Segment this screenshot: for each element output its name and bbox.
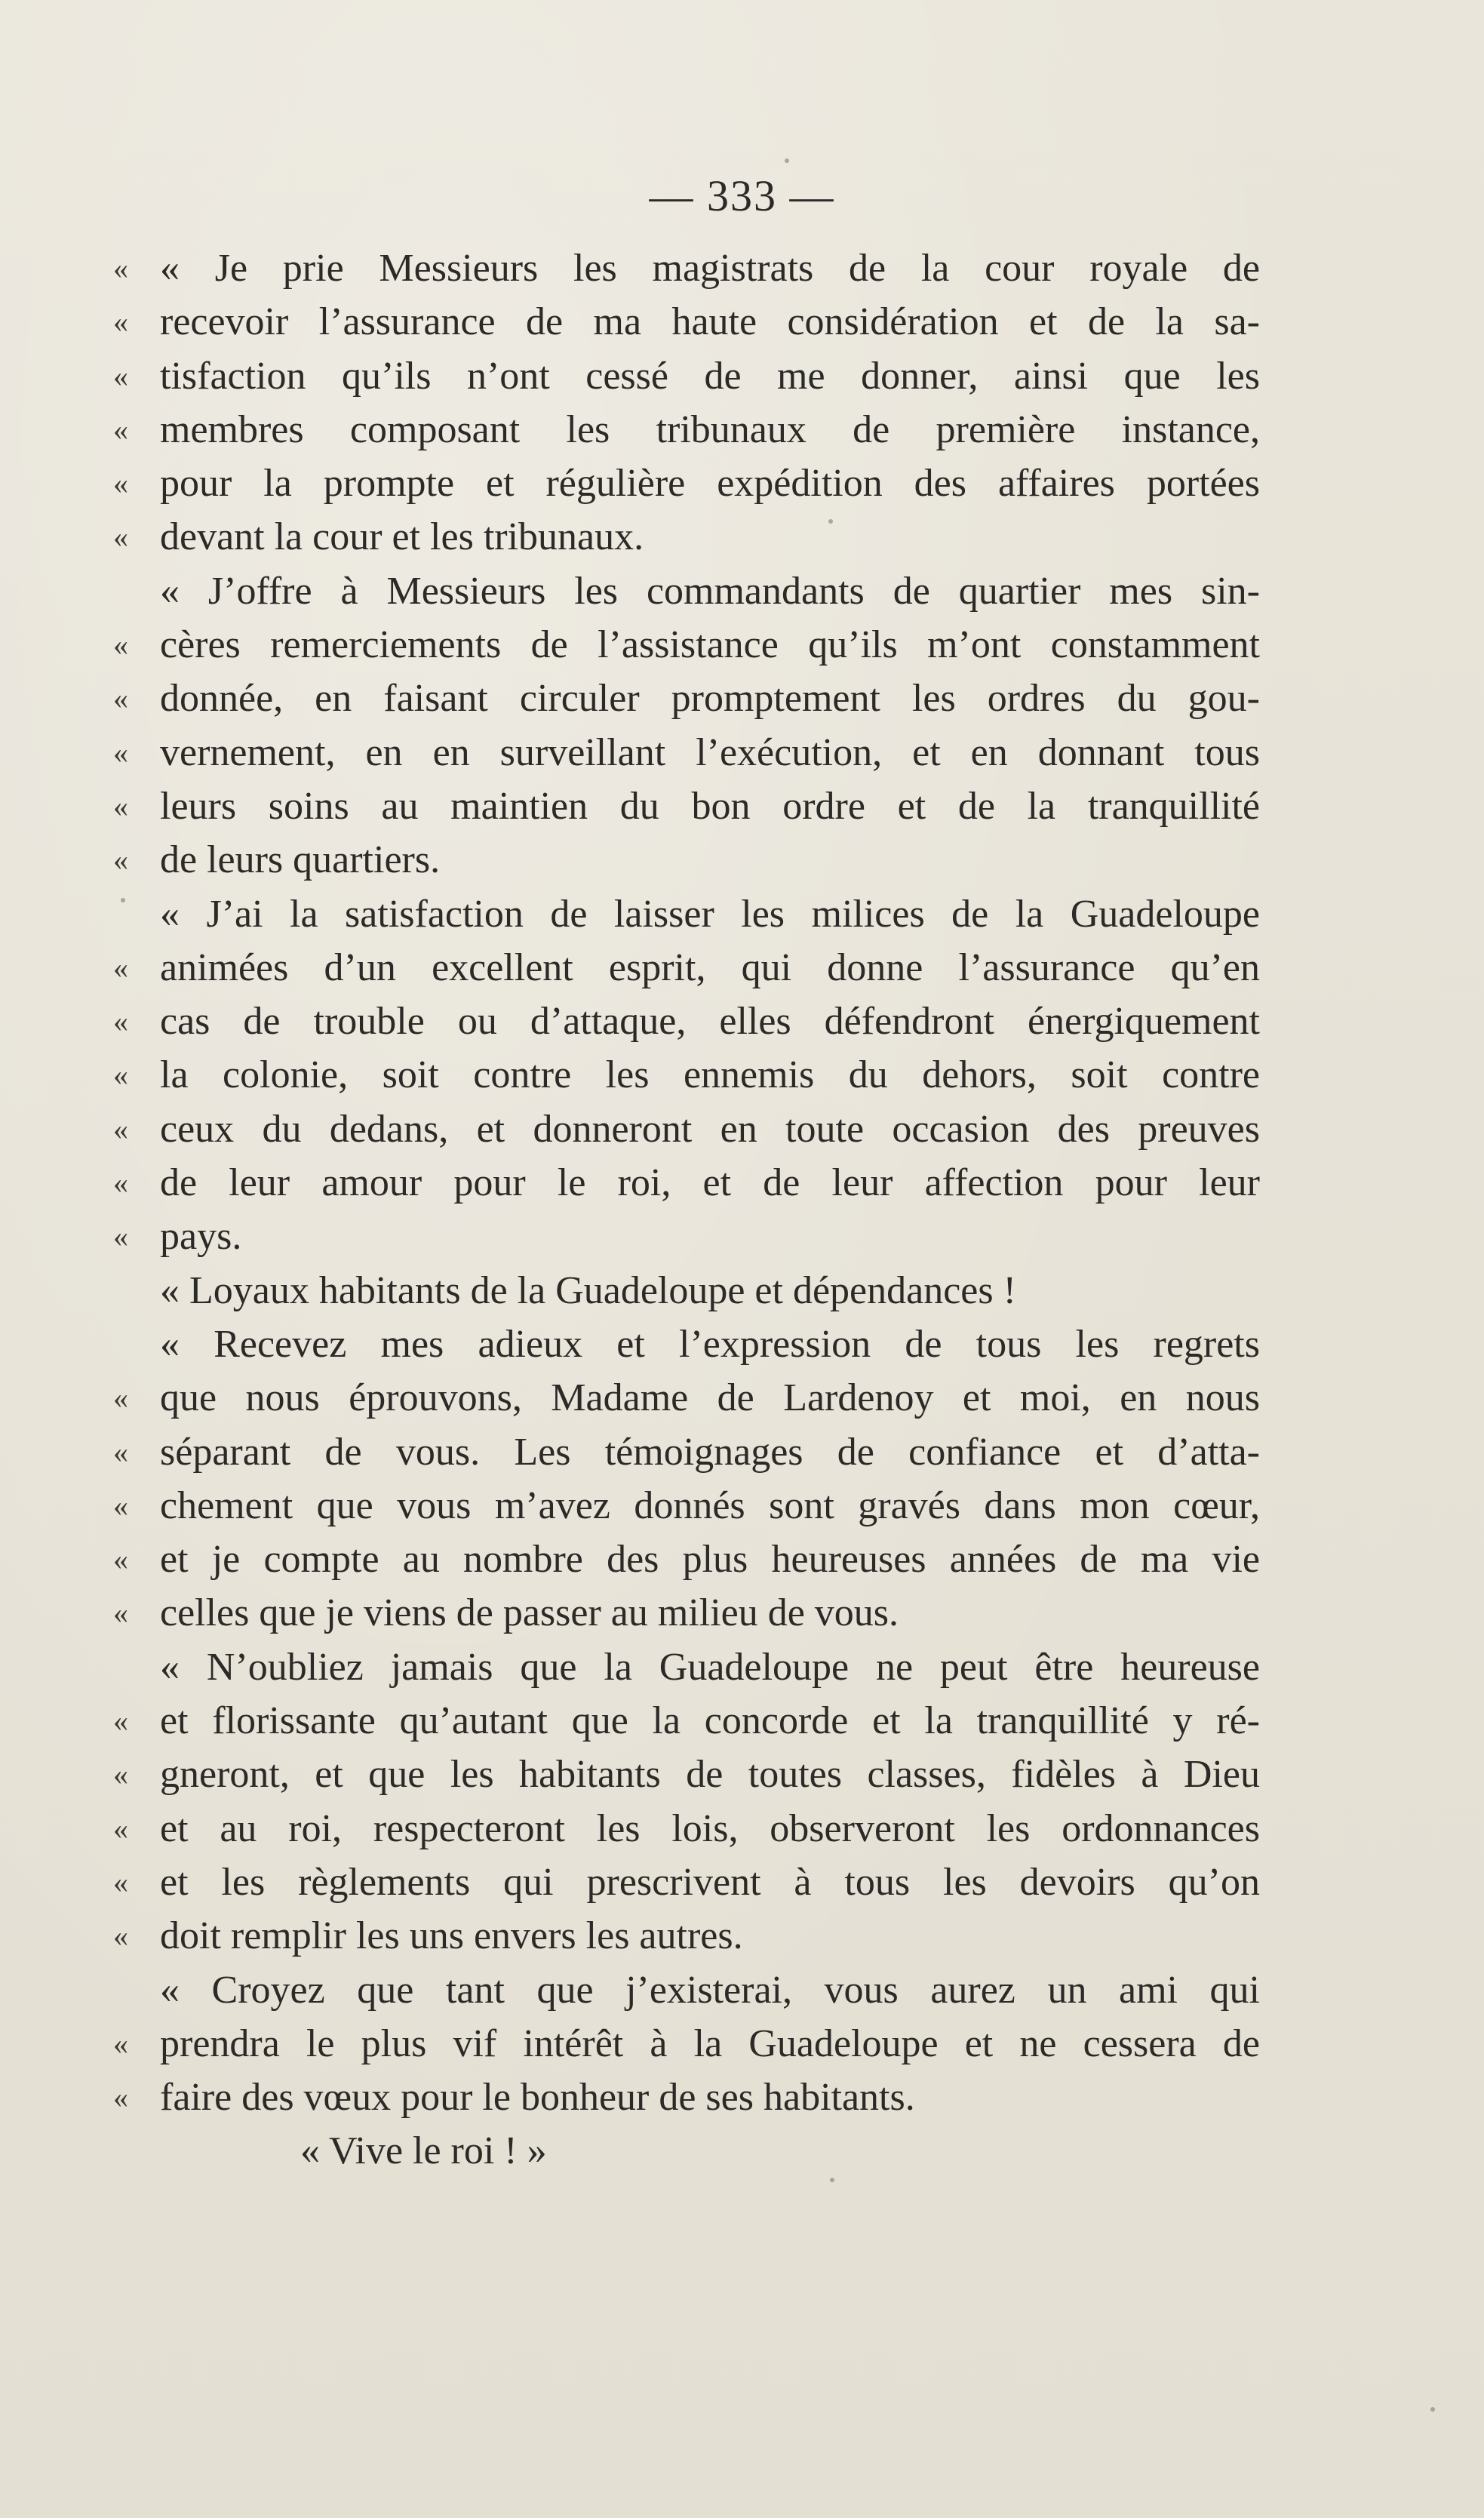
line-text: « J’ai la satisfaction de laisser les milices de la Guadeloupe	[160, 892, 1260, 936]
line-text: « N’oubliez jamais que la Guadeloupe ne peut être heureuse	[160, 1645, 1260, 1689]
text-line	[113, 779, 1260, 833]
line-text: « Croyez que tant que j’existerai, vous aurez un ami qui	[160, 1968, 1260, 2012]
line-text: de leurs quartiers.	[160, 838, 441, 882]
margin-quote-mark: «	[113, 789, 128, 823]
text-line	[113, 833, 1260, 887]
text-line	[113, 941, 1260, 995]
margin-quote-mark: «	[113, 681, 128, 716]
margin-quote-mark: «	[113, 520, 128, 555]
line-text: animées d’un excellent esprit, qui donne l’assurance qu’en	[160, 945, 1260, 989]
margin-quote-mark: «	[113, 251, 128, 285]
line-text: vernement, en en surveillant l’exécution, et en donnant tous	[160, 730, 1260, 774]
text-line	[113, 887, 1260, 941]
margin-quote-mark: «	[113, 412, 128, 447]
text-line	[113, 349, 1260, 403]
text-line	[113, 1802, 1260, 1855]
line-text: que nous éprouvons, Madame de Lardenoy et moi, en nous	[160, 1376, 1260, 1420]
text-line	[113, 1640, 1260, 1694]
line-text: membres composant les tribunaux de première instance,	[160, 407, 1260, 451]
line-text: et au roi, respecteront les lois, observeront les ordonnances	[160, 1806, 1260, 1850]
text-line	[113, 672, 1260, 725]
margin-quote-mark: «	[113, 358, 128, 393]
line-text: gneront, et que les habitants de toutes classes, fidèles à Dieu	[160, 1753, 1260, 1797]
line-text: tisfaction qu’ils n’ont cessé de me donner, ainsi que les	[160, 354, 1260, 398]
line-text: de leur amour pour le roi, et de leur affection pour leur	[160, 1161, 1260, 1205]
text-line	[113, 1748, 1260, 1801]
line-text: prendra le plus vif intérêt à la Guadeloupe et ne cessera de	[160, 2021, 1260, 2065]
line-text: « Loyaux habitants de la Guadeloupe et dépendances !	[160, 1268, 1016, 1312]
text-line	[113, 1855, 1260, 1909]
text-line	[113, 1694, 1260, 1748]
text-line	[113, 618, 1260, 672]
text-line	[113, 457, 1260, 510]
margin-quote-mark: «	[113, 305, 128, 340]
margin-quote-mark: «	[113, 466, 128, 501]
text-line	[113, 1909, 1260, 1963]
line-text: cères remerciements de l’assistance qu’ils m’ont constamment	[160, 623, 1260, 667]
text-line	[113, 2017, 1260, 2071]
line-text: devant la cour et les tribunaux.	[160, 515, 644, 559]
line-text: chement que vous m’avez donnés sont gravés dans mon cœur,	[160, 1483, 1260, 1527]
line-text: cas de trouble ou d’attaque, elles défendront énergiquement	[160, 1000, 1260, 1044]
margin-quote-mark: «	[113, 1704, 128, 1739]
margin-quote-mark: «	[113, 1166, 128, 1201]
paper-speck	[1430, 2407, 1435, 2412]
line-text: pays.	[160, 1215, 242, 1259]
text-line	[113, 403, 1260, 457]
text-line	[113, 241, 1260, 295]
margin-quote-mark: «	[113, 1058, 128, 1093]
line-text: doit remplir les uns envers les autres.	[160, 1914, 743, 1958]
margin-quote-mark: «	[113, 950, 128, 985]
line-text: séparant de vous. Les témoignages de confiance et d’atta-	[160, 1430, 1260, 1474]
line-text: la colonie, soit contre les ennemis du dehors, soit contre	[160, 1053, 1260, 1097]
margin-quote-mark: «	[113, 1757, 128, 1792]
line-text: leurs soins au maintien du bon ordre et de la tranquillité	[160, 784, 1260, 828]
margin-quote-mark: «	[113, 1219, 128, 1254]
line-text: celles que je viens de passer au milieu de vous.	[160, 1591, 899, 1635]
margin-quote-mark: «	[113, 1381, 128, 1416]
line-text: et je compte au nombre des plus heureuses années de ma vie	[160, 1538, 1260, 1582]
line-text: et les règlements qui prescrivent à tous les devoirs qu’on	[160, 1860, 1260, 1904]
line-text: recevoir l’assurance de ma haute considération et de la sa-	[160, 300, 1260, 344]
body-text	[113, 241, 1260, 2178]
margin-quote-mark: «	[113, 1004, 128, 1039]
text-line	[113, 1210, 1260, 1263]
text-line	[113, 2071, 1260, 2124]
margin-quote-mark: «	[113, 1434, 128, 1469]
text-line	[113, 1102, 1260, 1156]
line-text: donnée, en faisant circuler promptement les ordres du gou-	[160, 677, 1260, 721]
line-text: « Recevez mes adieux et l’expression de tous les regrets	[160, 1322, 1260, 1366]
paper-speck	[121, 898, 125, 902]
text-line	[113, 510, 1260, 564]
text-line	[113, 995, 1260, 1048]
line-text: « J’offre à Messieurs les commandants de quartier mes sin-	[160, 569, 1260, 613]
margin-quote-mark: «	[113, 1596, 128, 1631]
text-line	[113, 2124, 1260, 2178]
text-line	[113, 1425, 1260, 1479]
line-text: « Vive le roi ! »	[300, 2129, 547, 2173]
text-line	[113, 564, 1260, 618]
line-text: ceux du dedans, et donneront en toute occasion des preuves	[160, 1107, 1260, 1151]
text-line	[113, 1264, 1260, 1317]
text-line	[113, 1317, 1260, 1371]
text-line	[113, 1479, 1260, 1533]
line-text: faire des vœux pour le bonheur de ses habitants.	[160, 2076, 915, 2120]
text-line	[113, 1371, 1260, 1425]
paper-speck	[828, 519, 833, 524]
margin-quote-mark: «	[113, 2080, 128, 2115]
paper-speck	[830, 2178, 834, 2182]
text-line	[113, 1048, 1260, 1102]
margin-quote-mark: «	[113, 1111, 128, 1146]
margin-quote-mark: «	[113, 1919, 128, 1954]
text-line	[113, 726, 1260, 779]
margin-quote-mark: «	[113, 1865, 128, 1899]
line-text: et florissante qu’autant que la concorde et la tranquillité y ré-	[160, 1699, 1260, 1743]
text-line	[113, 295, 1260, 349]
paper-speck	[785, 158, 789, 163]
text-line	[113, 1963, 1260, 2017]
margin-quote-mark: «	[113, 843, 128, 878]
margin-quote-mark: «	[113, 2026, 128, 2061]
margin-quote-mark: «	[113, 1488, 128, 1523]
text-line	[113, 1586, 1260, 1640]
line-text: « Je prie Messieurs les magistrats de la cour royale de	[160, 247, 1260, 290]
text-line	[113, 1156, 1260, 1210]
margin-quote-mark: «	[113, 1811, 128, 1846]
page-number: — 333 —	[649, 171, 835, 220]
margin-quote-mark: «	[113, 735, 128, 770]
line-text: pour la prompte et régulière expédition des affaires portées	[160, 462, 1260, 506]
margin-quote-mark: «	[113, 628, 128, 663]
margin-quote-mark: «	[113, 1542, 128, 1577]
text-line	[113, 1533, 1260, 1586]
